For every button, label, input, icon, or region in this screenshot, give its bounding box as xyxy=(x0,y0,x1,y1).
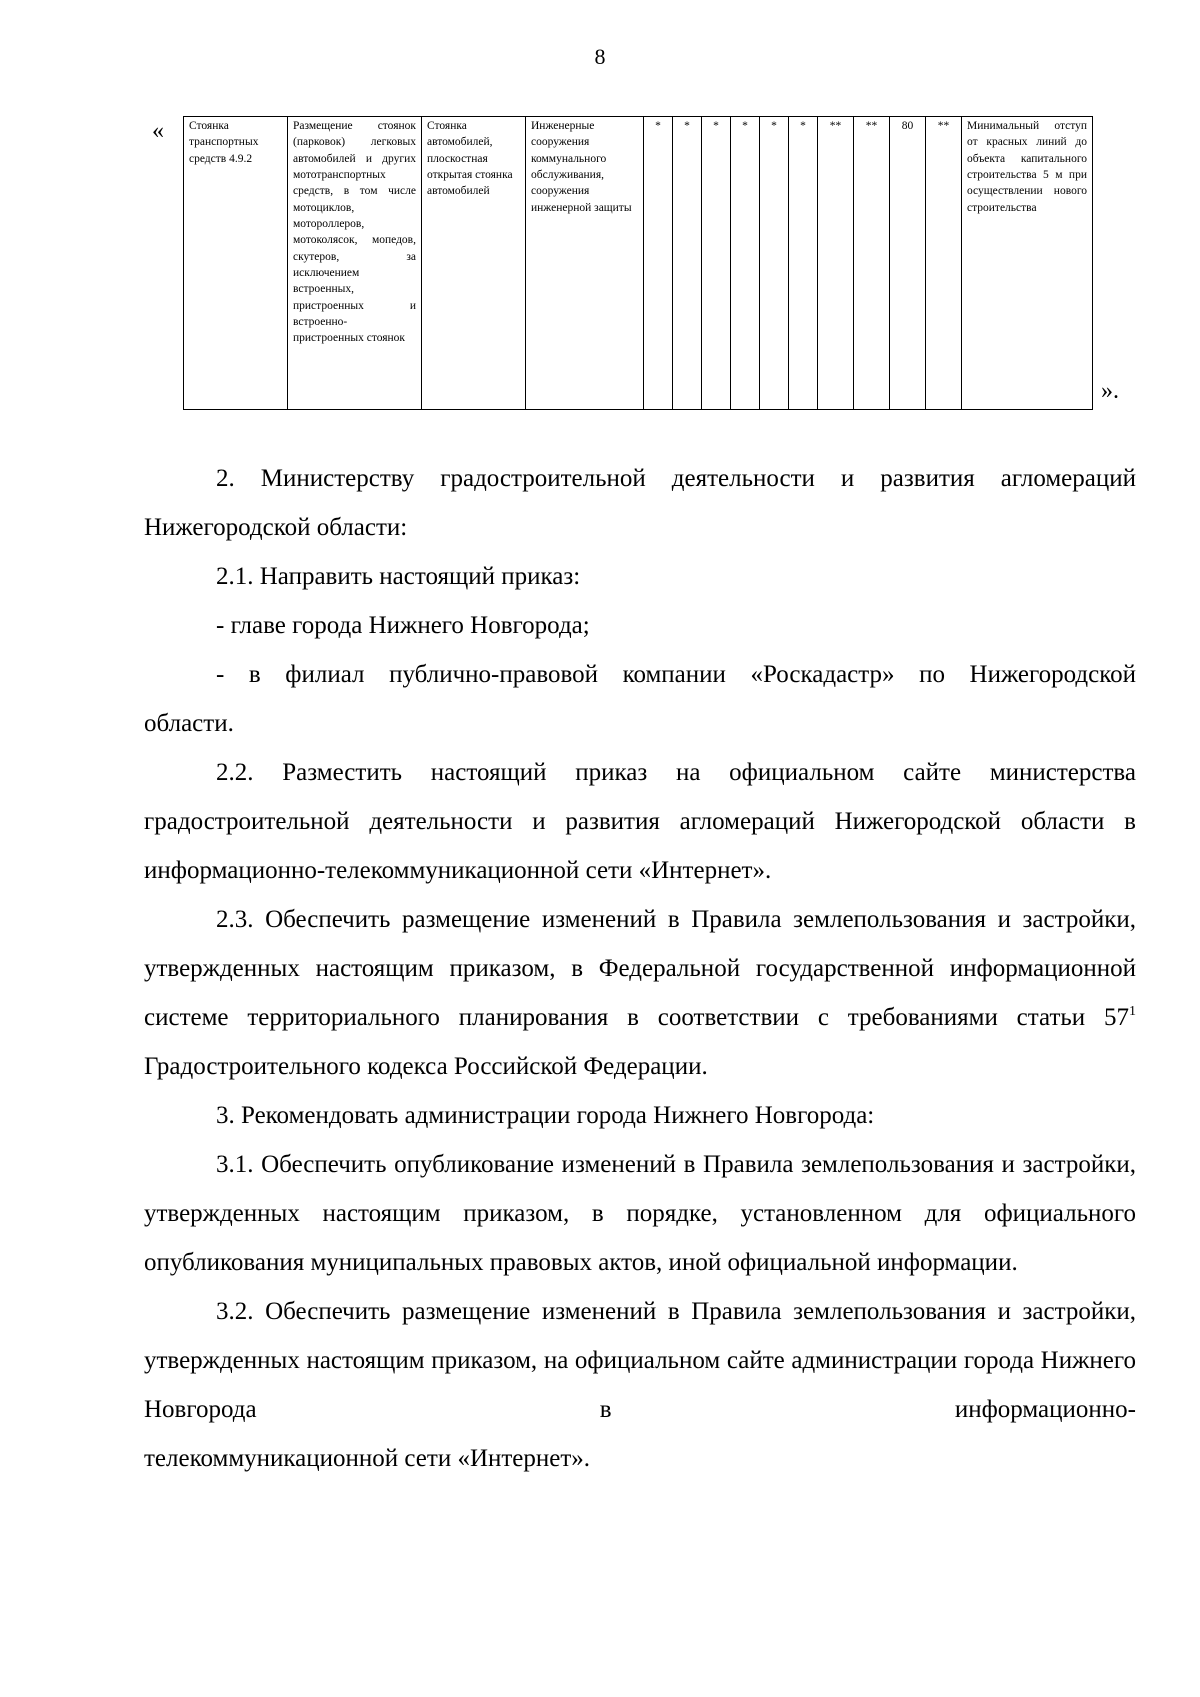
paragraph-3-2-last: телекоммуникационной сети «Интернет». xyxy=(144,1445,591,1472)
paragraph-2-3-tail: Градостроительного кодекса Российской Федерации. xyxy=(144,1053,708,1080)
zoning-table xyxy=(183,116,1093,410)
table-row xyxy=(184,117,1093,410)
paragraph-2-line-2: Нижегородской области: xyxy=(144,514,408,541)
cell-param-7: ** xyxy=(818,117,854,410)
cell-note: Минимальный отступ от красных линий до объекта капитального строительства 5 м при осуществлении нового строительства xyxy=(962,117,1093,410)
cell-use-description: Размещение стоянок (парковок) легковых автомобилей и других мототранспортных средств, в том числе мотоциклов, мотороллеров, мотоколясок, мопедов, скутеров, за исключением встроенных, пристроенных и встроенно-пристроенных стоянок xyxy=(288,117,422,410)
cell-param-6: * xyxy=(789,117,818,410)
paragraph-2-3 xyxy=(144,895,1136,1091)
cell-param-2: * xyxy=(673,117,702,410)
body-text xyxy=(144,454,1136,1483)
paragraph-2-2: 2.2. Разместить настоящий приказ на официальном сайте министерства градостроительной деятельности и развития агломераций Нижегородской области в информационно-телекоммуникационной сети «Интернет». xyxy=(144,759,1136,884)
cell-param-10: ** xyxy=(926,117,962,410)
paragraph-3-1: 3.1. Обеспечить опубликование изменений в Правила землепользования и застройки, утвержденных настоящим приказом, в порядке, установленном для официального опубликования муниципальных правовых актов, иной официальной информации. xyxy=(144,1151,1136,1276)
paragraph-2-line-1: 2. Министерству градостроительной деятельности и развития агломераций xyxy=(216,465,1136,492)
paragraph-3-2: 3.2. Обеспечить размещение изменений в Правила землепользования и застройки, утвержденных настоящим приказом, на официальном сайте администрации города Нижнего Новгорода в информационно- xyxy=(144,1298,1136,1423)
superscript: 1 xyxy=(1129,1004,1136,1019)
cell-param-4: * xyxy=(731,117,760,410)
paragraph-2-1-b-line-2: области. xyxy=(144,710,234,737)
paragraph-3: 3. Рекомендовать администрации города Нижнего Новгорода: xyxy=(216,1102,875,1129)
cell-auxiliary-use: Инженерные сооружения коммунального обслуживания, сооружения инженерной защиты xyxy=(526,117,644,410)
cell-param-8: ** xyxy=(854,117,890,410)
paragraph-2-1-a: - главе города Нижнего Новгорода; xyxy=(216,612,590,639)
paragraph-2-3-text: 2.3. Обеспечить размещение изменений в Правила землепользования и застройки, утвержденных настоящим приказом, в Федеральной государственной информационной системе территориального планирования в соответствии с требованиями статьи 57 xyxy=(144,906,1136,1031)
cell-param-5: * xyxy=(760,117,789,410)
cell-use-name: Стоянка транспортных средств 4.9.2 xyxy=(184,117,288,410)
closing-quote: ». xyxy=(1101,378,1119,404)
cell-param-1: * xyxy=(644,117,673,410)
page-number: 8 xyxy=(594,44,606,69)
cell-param-9: 80 xyxy=(890,117,926,410)
cell-param-3: * xyxy=(702,117,731,410)
paragraph-2-1-b-line-1: - в филиал публично-правовой компании «Роскадастр» по Нижегородской xyxy=(216,661,1136,688)
opening-quote: « xyxy=(152,118,164,144)
cell-object-type: Стоянка автомобилей, плоскостная открытая стоянка автомобилей xyxy=(422,117,526,410)
paragraph-2-1: 2.1. Направить настоящий приказ: xyxy=(216,563,581,590)
